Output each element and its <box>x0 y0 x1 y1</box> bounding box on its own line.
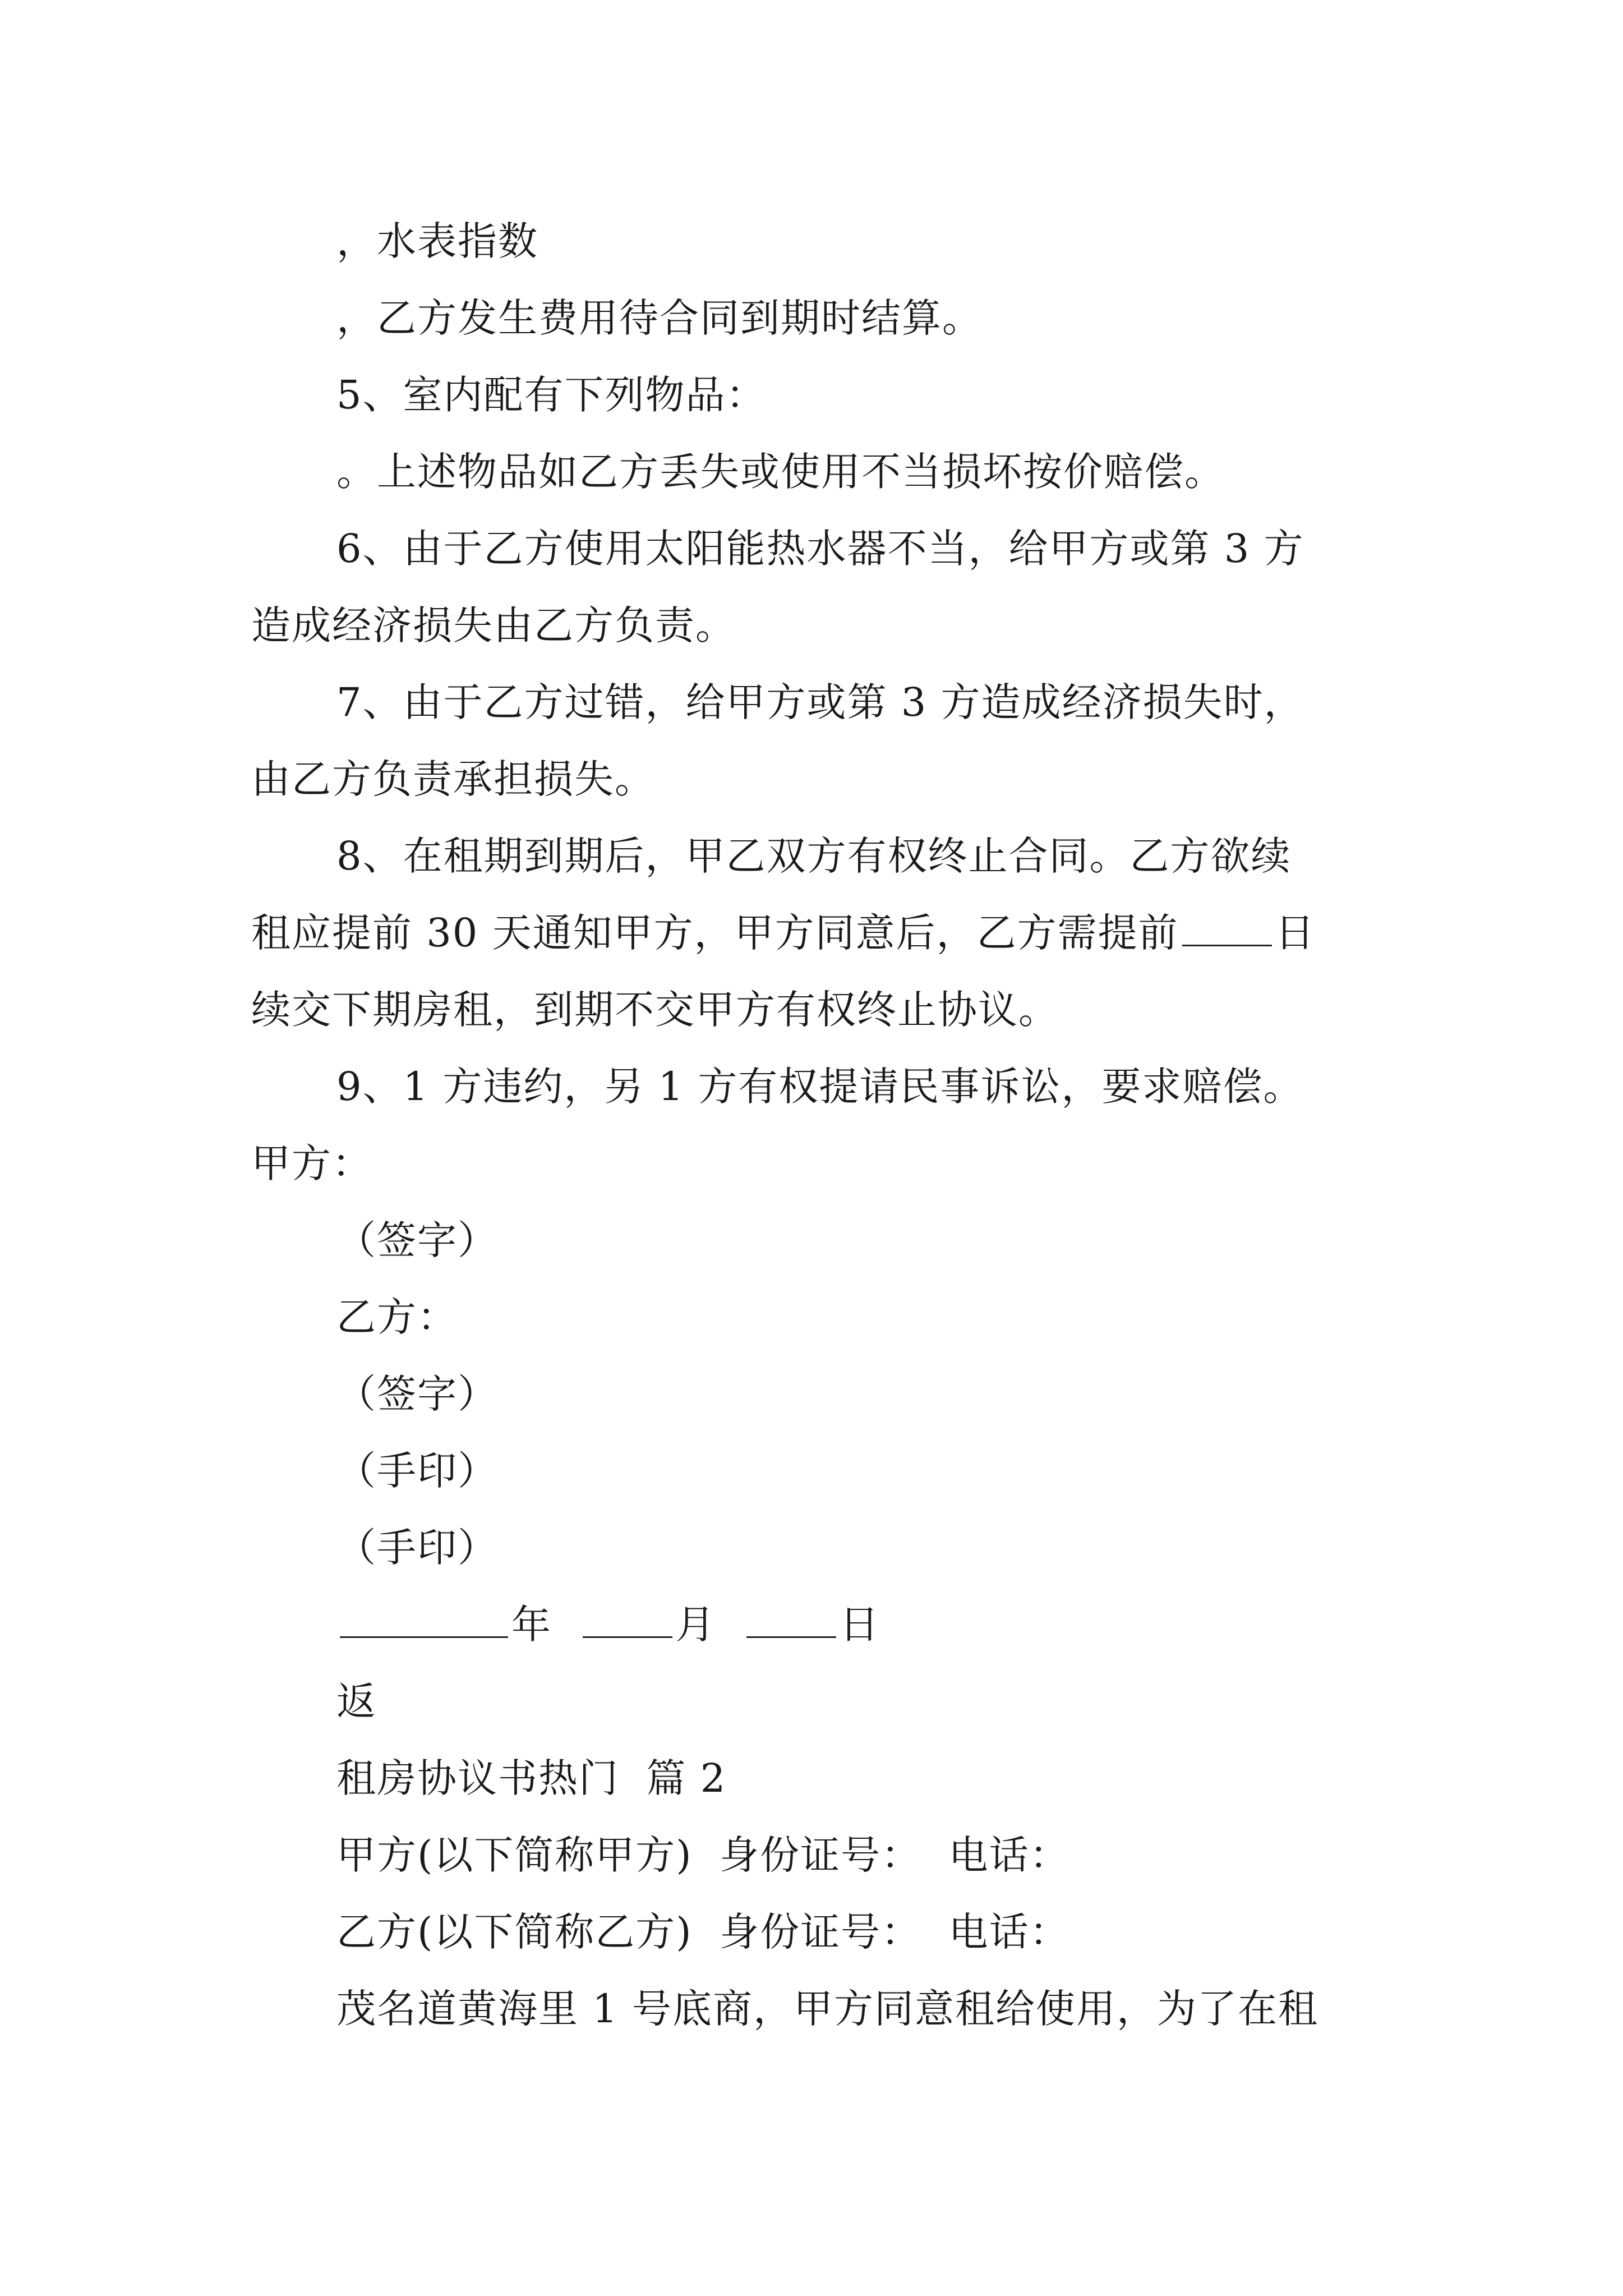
text-line-items-compensation: 。上述物品如乙方丢失或使用不当损坏按价赔偿。 <box>336 449 1225 495</box>
text-line-clause-8-cont <box>251 908 1316 958</box>
section-heading-2: 租房协议书热门 篇 2 <box>336 1755 727 1801</box>
text-line-clause-8: 8、在租期到期后，甲乙双方有权终止合同。乙方欲续 <box>336 833 1292 879</box>
blank-month <box>583 1602 672 1638</box>
party-a-info: 甲方(以下简称甲方) 身份证号： 电话： <box>336 1832 1070 1878</box>
fingerprint-label-a: （手印） <box>336 1448 498 1494</box>
year-label: 年 <box>511 1602 552 1648</box>
text-line-clause-6-cont: 造成经济损失由乙方负责。 <box>251 602 736 648</box>
return-label: 返 <box>336 1678 377 1724</box>
party-a-label: 甲方： <box>251 1140 372 1186</box>
text-line-clause-8-end: 续交下期房租，到期不交甲方有权终止协议。 <box>251 987 1059 1033</box>
text-line-clause-5: 5、室内配有下列物品： <box>336 372 767 418</box>
fingerprint-label-b: （手印） <box>336 1525 498 1571</box>
party-b-label: 乙方： <box>336 1294 458 1340</box>
blank-day <box>746 1602 836 1638</box>
text-line-settlement: ，乙方发生费用待合同到期时结算。 <box>336 295 983 341</box>
text-line-water-meter: ，水表指数 <box>336 218 538 264</box>
day-label: 日 <box>1275 910 1316 956</box>
party-b-info: 乙方(以下简称乙方) 身份证号： 电话： <box>336 1909 1070 1955</box>
text-line-clause-6: 6、由于乙方使用太阳能热水器不当，给甲方或第 3 方 <box>336 526 1304 572</box>
premises-line: 茂名道黄海里 1 号底商，甲方同意租给使用，为了在租 <box>336 1986 1319 2032</box>
text-line-clause-7: 7、由于乙方过错，给甲方或第 3 方造成经济损失时， <box>336 679 1304 725</box>
signature-label-a: （签字） <box>336 1217 498 1263</box>
blank-year <box>340 1602 508 1638</box>
month-label: 月 <box>675 1602 716 1648</box>
date-line <box>336 1599 880 1650</box>
text-line-clause-7-cont: 由乙方负责承担损失。 <box>251 756 655 802</box>
signature-label-b: （签字） <box>336 1371 498 1417</box>
clause-8-text: 租应提前 30 天通知甲方，甲方同意后，乙方需提前 <box>251 910 1179 956</box>
blank-days <box>1182 910 1272 946</box>
text-line-clause-9: 9、1 方违约，另 1 方有权提请民事诉讼，要求赔偿。 <box>336 1064 1304 1110</box>
day-label-date: 日 <box>840 1602 880 1648</box>
